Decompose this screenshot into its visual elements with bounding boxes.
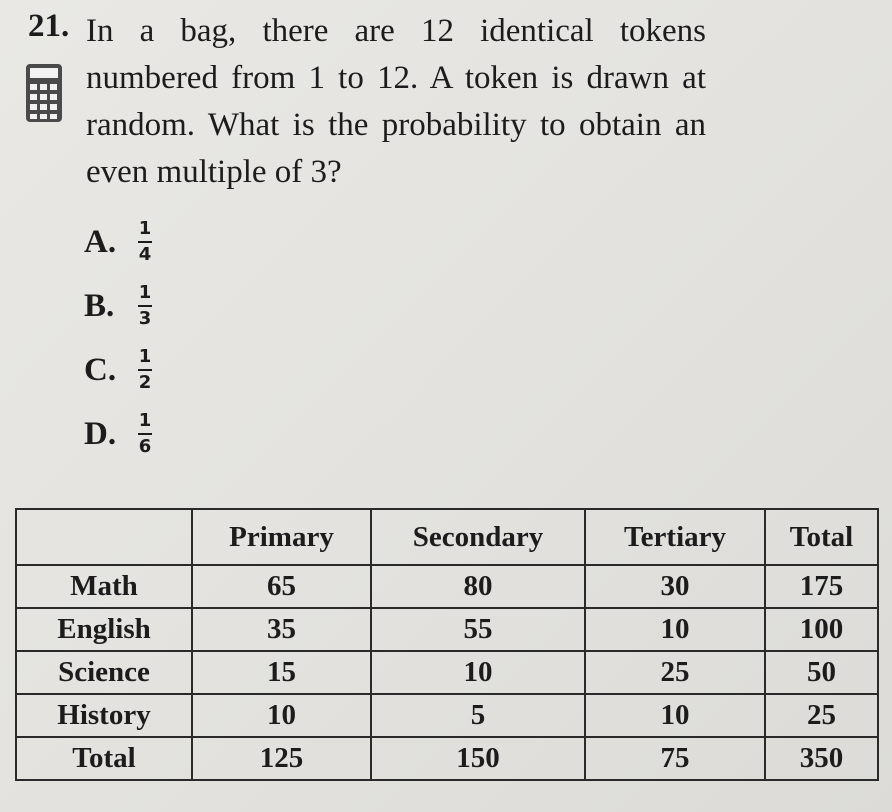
table-cell: 100	[765, 608, 878, 651]
fraction-denominator: 3	[138, 308, 152, 329]
table-cell: 350	[765, 737, 878, 780]
option-letter: B.	[84, 287, 115, 324]
row-label: Math	[16, 565, 192, 608]
fraction-numerator: 1	[138, 410, 152, 431]
fraction-numerator: 1	[138, 218, 152, 239]
option-fraction	[138, 347, 152, 393]
table-cell: 10	[192, 694, 371, 737]
table-cell: 150	[371, 737, 585, 780]
row-label: Total	[16, 737, 192, 780]
fraction-denominator: 6	[138, 436, 152, 457]
table-header-cell: Secondary	[371, 509, 585, 565]
subject-level-table	[15, 508, 879, 781]
row-label: Science	[16, 651, 192, 694]
option-d[interactable]	[84, 404, 152, 464]
option-a[interactable]	[84, 212, 152, 272]
table-row	[16, 608, 878, 651]
table-header-cell: Tertiary	[585, 509, 765, 565]
option-letter: A.	[84, 223, 117, 260]
question-number: 21.	[28, 8, 70, 44]
table-row	[16, 651, 878, 694]
fraction-denominator: 2	[138, 372, 152, 393]
option-letter: D.	[84, 415, 117, 452]
option-b[interactable]	[84, 276, 152, 336]
fraction-bar	[138, 305, 152, 307]
fraction-denominator: 4	[138, 244, 152, 265]
row-label: History	[16, 694, 192, 737]
fraction-numerator: 1	[138, 282, 152, 303]
table-cell: 175	[765, 565, 878, 608]
table-cell: 30	[585, 565, 765, 608]
table-cell: 15	[192, 651, 371, 694]
table-cell: 25	[765, 694, 878, 737]
table-row	[16, 565, 878, 608]
table-cell: 10	[371, 651, 585, 694]
option-letter: C.	[84, 351, 117, 388]
table-header-cell	[16, 509, 192, 565]
option-fraction	[138, 283, 152, 329]
option-fraction	[138, 219, 152, 265]
question-text: In a bag, there are 12 identical tokens numbered from 1 to 12. A token is drawn at random. What is the probability to obtain an even multiple of 3?	[86, 13, 706, 190]
table-row	[16, 694, 878, 737]
table-header-row	[16, 509, 878, 565]
table-cell: 10	[585, 608, 765, 651]
fraction-numerator: 1	[138, 346, 152, 367]
table-header-cell: Total	[765, 509, 878, 565]
calculator-icon	[24, 62, 64, 124]
table-cell: 125	[192, 737, 371, 780]
fraction-bar	[138, 241, 152, 243]
fraction-bar	[138, 369, 152, 371]
table-cell: 65	[192, 565, 371, 608]
row-label: English	[16, 608, 192, 651]
table-cell: 25	[585, 651, 765, 694]
table-cell: 5	[371, 694, 585, 737]
table-cell: 10	[585, 694, 765, 737]
table-header-cell: Primary	[192, 509, 371, 565]
option-fraction	[138, 411, 152, 457]
option-c[interactable]	[84, 340, 152, 400]
table-cell: 80	[371, 565, 585, 608]
table-cell: 55	[371, 608, 585, 651]
table-cell: 35	[192, 608, 371, 651]
fraction-bar	[138, 433, 152, 435]
table-total-row	[16, 737, 878, 780]
table-cell: 75	[585, 737, 765, 780]
table-cell: 50	[765, 651, 878, 694]
